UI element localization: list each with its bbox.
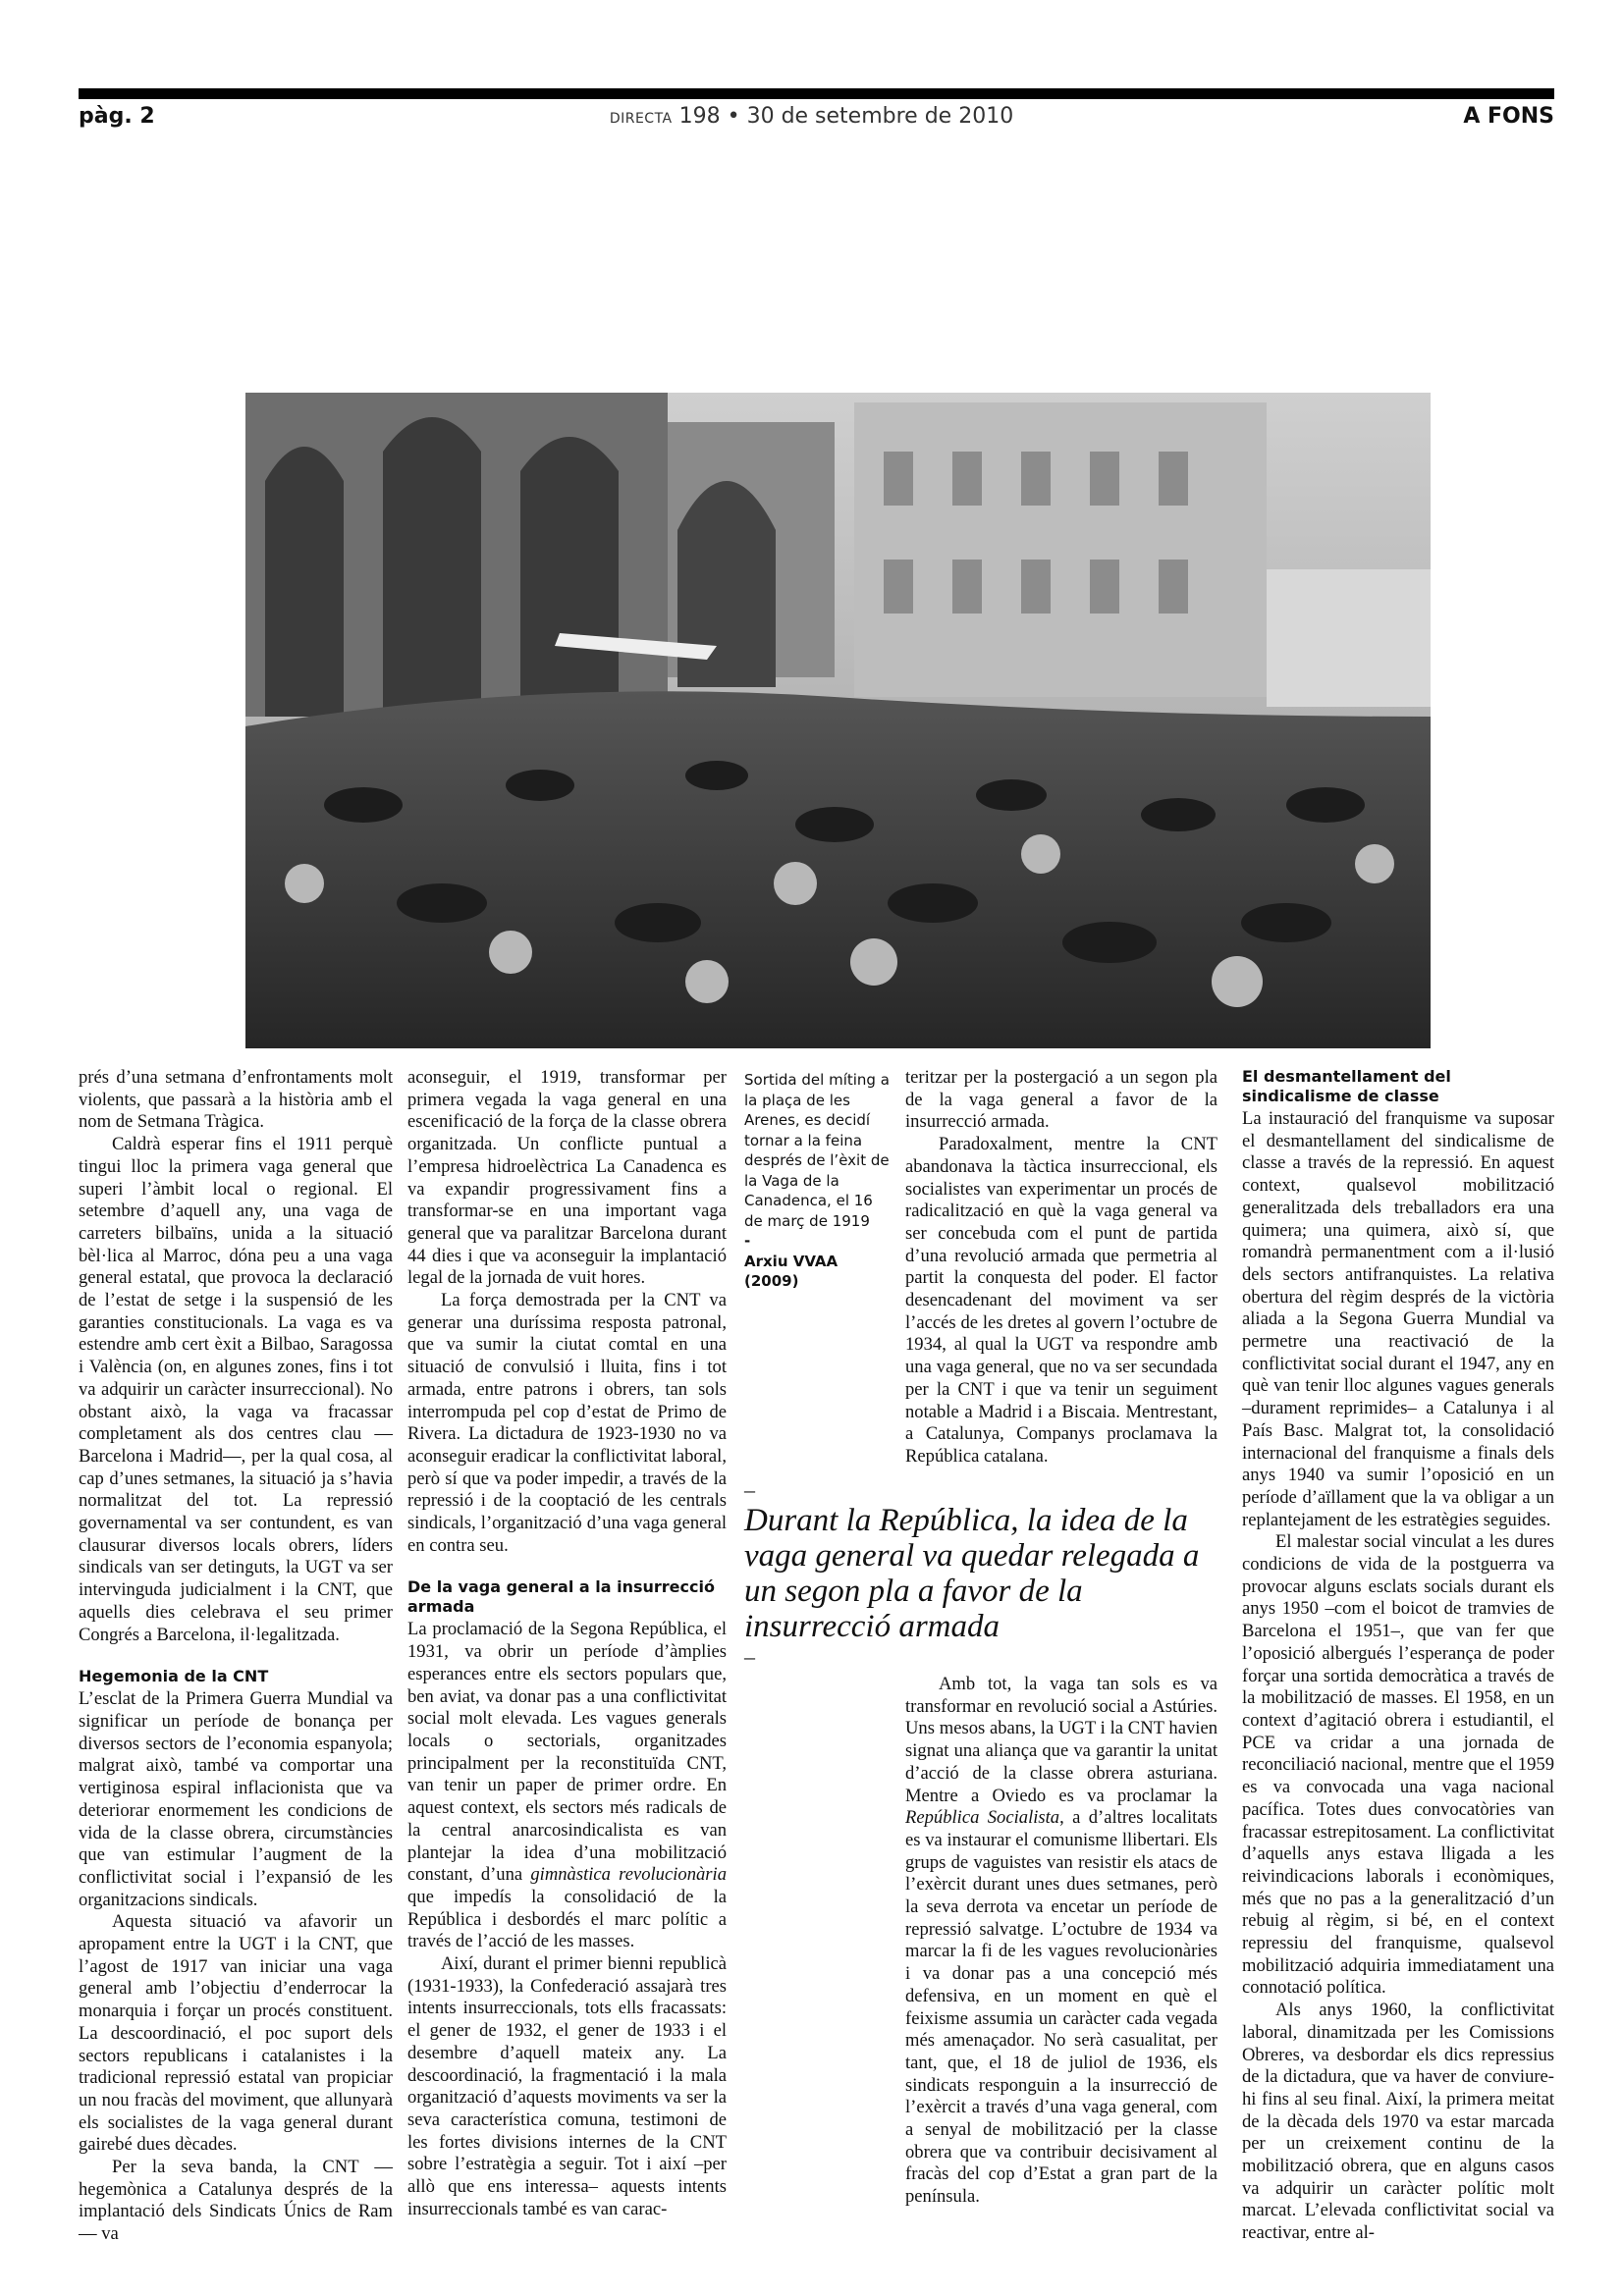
text: La proclamació de la Segona República, el 1931, va obrir un període d’àmplies esperances entre els sectors populars que, ben aviat, va donar pas a una conflictivitat social molt elevada. Les vagues generals locals o sectorials, organitzades principalment per la reconstituïda CNT, van tenir un paper de primer ordre. En aquest context, els sectors més radicals de la central anarcosindicalista es van plantejar la idea d’una mobilització constant, d’una xyxy=(407,1619,727,1886)
paragraph: El malestar social vinculat a les dures condicions de vida de la postguerra va provocar alguns esclats socials durant els anys 1950 –com el boicot de tramvies de Barcelona el 1951–, que van fer que l’oposició albergués l’esperança de poder forçar una sortida democràtica a través de la mobilització de masses. El 1958, en un context d’agitació obrera i estudiantil, el PCE va cridar a una jornada de reconciliació nacional, mentre que el 1959 es va convocada una vaga nacional pacífica. Totes dues convocatòries van fracassar estrepitosament. La conflictivitat d’aquells anys estava lligada a les reivindicacions laborals i econòmiques, més que no pas a la generalització d’un rebuig al règim, si bé, en el context repressiu del franquisme, qualsevol mobilització adquiria immediatament una connotació política. xyxy=(1242,1531,1554,1999)
section-heading: El desmantellament del sindicalisme de classe xyxy=(1242,1067,1451,1105)
paragraph: Caldrà esperar fins el 1911 perquè tingui lloc la primera vaga general que superi l’àmbit local o regional. El setembre d’aquell any, una vaga de carreters bilbaïns, unida a la situació bèl·lica al Marroc, dóna peu a una vaga general estatal, que provoca la declaració de l’estat de setge i la suspensió de les garanties constitucionals. La vaga es va estendre amb cert èxit a Bilbao, Saragossa i València (on, en algunes zones, fins i tot va adquirir un caràcter insurreccional). No obstant això, la vaga va fracassar completament als dos centres clau —Barcelona i Madrid—, per la qual cosa, al cap d’unes setmanes, la situació ja s’havia normalitzat del tot. La repressió governamental va ser contundent, es van clausurar diversos locals obrers, líders sindicals van ser detinguts, la UGT va ser intervinguda judicialment i la CNT, que aquells dies celebrava el seu primer Congrés a Barcelona, il·legalitzada. xyxy=(79,1134,393,1645)
article-column-4-bottom xyxy=(905,1674,1217,2209)
section-name: A FONS xyxy=(1463,104,1554,129)
paragraph: L’esclat de la Primera Guerra Mundial va significar un període de bonança per diversos sectors de l’economia espanyola; malgrat això, també va comportar una vertiginosa espiral inflacionista que va deteriorar enormement les condicions de vida de la classe obrera, circumstàncies que van estimular l’augment de la conflictivitat social i l’expansió de les organitzacions sindicals. xyxy=(79,1688,393,1910)
page-number: pàg. 2 xyxy=(79,104,155,129)
header-rule xyxy=(79,88,1554,99)
article-column-5 xyxy=(1242,1067,1554,2245)
paragraph xyxy=(905,1674,1217,2209)
paragraph: prés d’una setmana d’enfrontaments molt violents, que passarà a la història amb el nom de Setmana Tràgica. xyxy=(79,1067,393,1133)
paragraph: teritzar per la postergació a un segon pla de la vaga general a favor de la insurrecció armada. xyxy=(905,1067,1217,1133)
paragraph: Per la seva banda, la CNT —hegemònica a Catalunya després de la implantació dels Sindicats Únics de Ram— va xyxy=(79,2157,393,2245)
emphasis: República Socialista xyxy=(905,1807,1060,1829)
photo-caption xyxy=(744,1070,892,1292)
article-column-1 xyxy=(79,1067,393,2246)
publication-name: DIRECTA xyxy=(609,111,673,127)
paragraph: aconseguir, el 1919, transformar per primera vegada la vaga general en una escenificació de la força de la classe obrera organitzada. Un conflicte puntual a l’empresa hidroelèctrica La Canadenca es va expandir progressivament fins a transformar-se en una important vaga general que va paralitzar Barcelona durant 44 dies i que va aconseguir la implantació legal de la jornada de vuit hores. xyxy=(407,1067,727,1289)
paragraph: Paradoxalment, mentre la CNT abandonava la tàctica insurreccional, els socialistes van experimentar un procés de radicalització en què la vaga general va ser concebuda com el punt de partida d’una revolució armada que permetria al partit la conquesta del poder. El factor desencadenant del moviment va ser l’accés de les dretes al govern l’octubre de 1934, al qual la UGT va respondre amb una vaga general, que no va ser secundada per la CNT i que va tenir un seguiment notable a Madrid i a Biscaia. Mentrestant, a Catalunya, Companys proclamava la República catalana. xyxy=(905,1134,1217,1467)
quote-dash: – xyxy=(744,1477,755,1502)
issue-date: 198 • 30 de setembre de 2010 xyxy=(678,104,1014,129)
text: que impedís la consolidació de la República i desbordés el marc polític a través de l’acció de les masses. xyxy=(407,1886,727,1952)
pull-quote xyxy=(744,1477,1225,1670)
section-heading: De la vaga general a la insurrecció armada xyxy=(407,1577,715,1617)
quote-text: Durant la República, la idea de la vaga general va quedar relegada a un segon pla a favor de la insurrecció armada xyxy=(744,1503,1200,1644)
caption-text: Sortida del míting a la plaça de les Arenes, es decidí tornar a la feina després de l’èxit de la Vaga de la Canadenca, el 16 de març de 1919 xyxy=(744,1071,890,1230)
section-heading: Hegemonia de la CNT xyxy=(79,1667,269,1686)
emphasis: gimnàstica revolucionària xyxy=(530,1864,727,1886)
text: , a d’altres localitats es va instaurar el comunisme llibertari. Els grups de vaguistes van resistir els atacs de l’exèrcit durant unes dues setmanes, però la seva derrota va encetar un període de repressió salvatge. L’octubre de 1934 va marcar la fi de les vagues revolucionàries i va donar pas a una concepció més defensiva, en un moment en què el feixisme assumia un caràcter cada vegada més amenaçador. No serà casualitat, per tant, que, el 18 de juliol de 1936, els sindicats responguin a la insurrecció de l’exèrcit a través d’una vaga general, com a senyal de mobilització per la classe obrera que va contribuir decisivament al fracàs del cop d’Estat a gran part de la península. xyxy=(905,1807,1217,2208)
paragraph: La força demostrada per la CNT va generar una duríssima resposta patronal, que va sumir la ciutat comtal en una situació de convulsió i lluita, fins i tot armada, entre patrons i obrers, tan sols interrompuda pel cop d’estat de Primo de Rivera. La dictadura de 1923-1930 no va aconseguir eradicar la conflictivitat laboral, però sí que va poder impedir, a través de la repressió i de la cooptació de les centrals sindicals, l’organització d’una vaga general en contra seu. xyxy=(407,1290,727,1556)
paragraph: La instauració del franquisme va suposar el desmantellament del sindicalisme de classe a través de la repressió. En aquest context, qualsevol mobilització generalitzada dels treballadors era una quimera; una quimera, això sí, que romandrà permanentment com a il·lusió dels sectors antifranquistes. La relativa obertura del règim després de la victòria aliada a la Segona Guerra Mundial va permetre una reactivació de la conflictivitat social durant el 1947, any en què van tenir lloc algunes vagues generals –durament reprimides– a Catalunya i al País Basc. Malgrat tot, la consolidació internacional del franquisme a finals dels anys 1940 va sumir l’oposició en un període d’aïllament que la va obligar a un replantejament de les estratègies seguides. xyxy=(1242,1108,1554,1530)
caption-separator: - xyxy=(744,1232,751,1250)
text: Amb tot, la vaga tan sols es va transformar en revolució social a Astúries. Uns mesos abans, la UGT i la CNT havien signat una aliança que va garantir la unitat d’acció de la classe obrera asturiana. Mentre a Oviedo es va proclamar la xyxy=(905,1674,1217,1806)
paragraph: Aquesta situació va afavorir un apropament entre la UGT i la CNT, que l’agost de 1917 van iniciar una vaga general amb l’objectiu d’enderrocar la monarquia i forçar un procés constituent. La descoordinació, el poc suport dels sectors republicans i catalanistes i la tradicional repressió estatal van propiciar un nou fracàs del moviment, que allunyarà els socialistes de la vaga general durant gairebé dues dècades. xyxy=(79,1911,393,2156)
photo-credit: Arxiu VVAA (2009) xyxy=(744,1252,839,1290)
issue-info xyxy=(0,104,1623,129)
article-column-2 xyxy=(407,1067,727,2220)
paragraph: Així, durant el primer bienni republicà (1931-1933), la Confederació assajarà tres intents insurreccionals, tots ells fracassats: el gener de 1932, el gener de 1933 i el desembre d’aquell mateix any. La descoordinació, la fragmentació i la mala organització d’aquests moviments va ser la seva característica comuna, testimoni de les fortes divisions internes de la CNT sobre l’estratègia a seguir. Tot i així –per allò que ens interessa– aquests intents insurreccionals també es van carac- xyxy=(407,1953,727,2219)
article-column-4-top xyxy=(905,1067,1217,1468)
paragraph: Als anys 1960, la conflictivitat laboral, dinamitzada per les Comissions Obreres, va desbordar els dics repressius de la dictadura, que va haver de conviure-hi fins al seu final. Així, la primera meitat de la dècada dels 1970 va estar marcada per un creixement continu de la mobilització obrera, que en alguns casos va adquirir un caràcter polític molt marcat. L’elevada conflictivitat social va reactivar, entre al- xyxy=(1242,2000,1554,2244)
quote-dash: – xyxy=(744,1644,755,1669)
historical-crowd-photo xyxy=(245,393,1431,1048)
paragraph xyxy=(407,1619,727,1953)
